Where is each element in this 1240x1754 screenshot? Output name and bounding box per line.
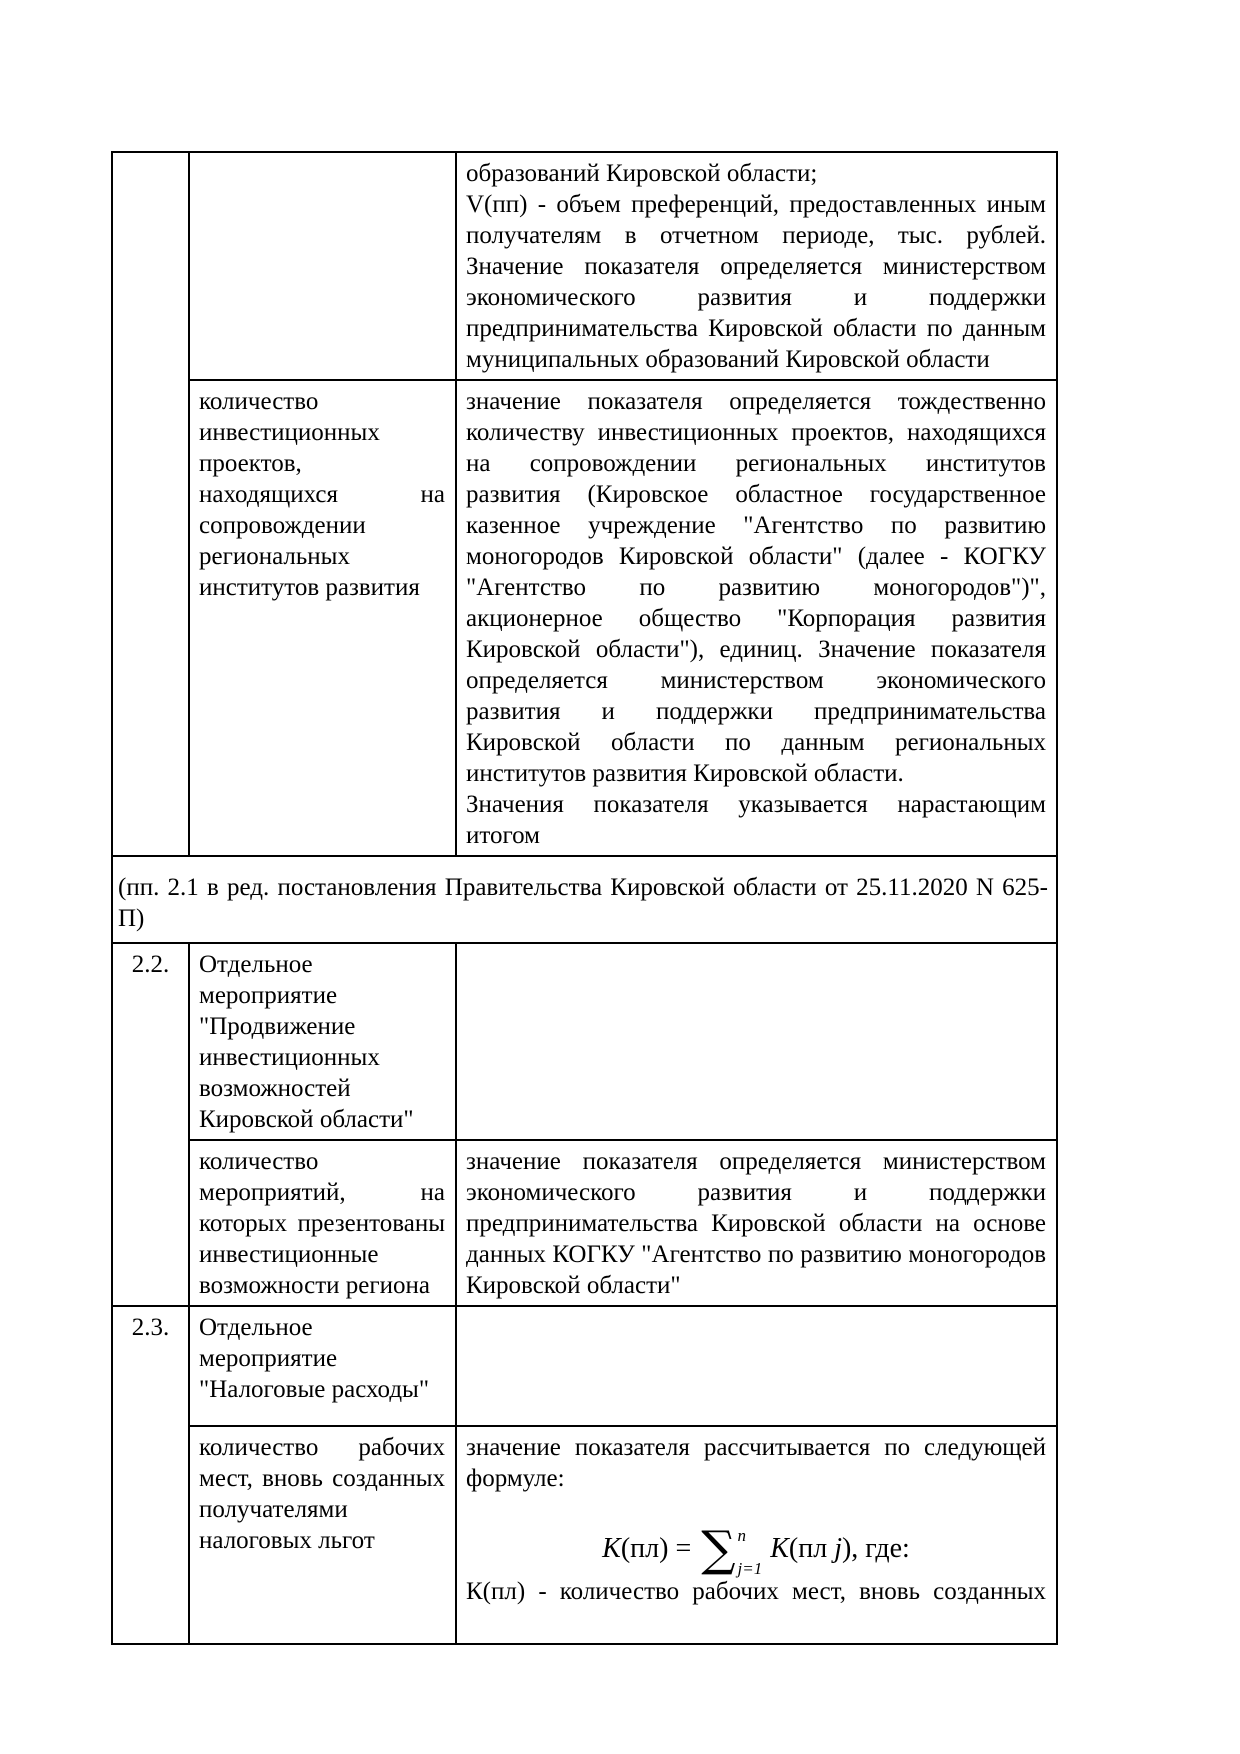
cell-description-empty — [456, 1306, 1057, 1426]
description-paragraph: V(пп) - объем преференций, предоставленных иным получателям в отчетном периоде, тыс. рублей. Значение показателя определяется министерством экономического развития и поддержки предпринимательства Кировской области по данным муниципальных образований Кировской области — [466, 191, 1046, 373]
cell-title — [189, 1306, 456, 1426]
number-label: 2.3. — [131, 1314, 170, 1341]
cell-number — [112, 1306, 189, 1644]
cell-description — [456, 1140, 1057, 1306]
table-row-2-1-description-tail — [112, 152, 1057, 380]
cell-indicator — [189, 380, 456, 856]
table-row-2-2-indicator — [112, 1140, 1057, 1306]
description-paragraph: образований Кировской области; — [466, 160, 818, 187]
description-paragraph: значение показателя определяется министерством экономического развития и поддержки предпринимательства Кировской области на основе данных КОГКУ "Агентство по развитию моногородов Кировской области" — [466, 1148, 1046, 1299]
summation-upper-limit: n — [737, 1526, 747, 1545]
cell-description — [456, 1426, 1057, 1644]
cell-title — [189, 943, 456, 1140]
formula-rhs: (пл — [788, 1533, 835, 1564]
description-paragraph: значение показателя рассчитывается по следующей формуле: — [466, 1434, 1046, 1492]
formula-rhs-j: j — [834, 1533, 842, 1564]
formula-lhs: (пл) = — [620, 1533, 699, 1564]
cell-description — [456, 380, 1057, 856]
table-row-2-3-title — [112, 1306, 1057, 1426]
amendment-note-text: (пп. 2.1 в ред. постановления Правительства Кировской области от 25.11.2020 N 625-П) — [118, 874, 1048, 932]
formula — [466, 1521, 1046, 1578]
title-text: Отдельное мероприятие "Продвижение инвестиционных возможностей Кировской области" — [199, 951, 414, 1133]
summation-limits — [738, 1527, 763, 1577]
summation-symbol: ∑ — [701, 1521, 736, 1577]
indicator-text: количество мероприятий, на которых презентованы инвестиционные возможности региона — [199, 1148, 445, 1299]
cell-indicator — [189, 1140, 456, 1306]
cell-amendment-note — [112, 856, 1057, 943]
cell-description — [456, 152, 1057, 380]
summation-lower-limit: j=1 — [737, 1559, 763, 1578]
table-row-amendment-note — [112, 856, 1057, 943]
indicator-text: количество рабочих мест, вновь созданных получателями налоговых льгот — [199, 1434, 445, 1554]
table-row-2-3-indicator — [112, 1426, 1057, 1644]
description-paragraph: значение показателя определяется тождественно количеству инвестиционных проектов, находящихся на сопровождении региональных институтов развития (Кировское областное государственное казенное учреждение "Агентство по развитию моногородов Кировской области" (далее - КОГКУ "Агентство по развитию моногородов")", акционерное общество "Корпорация развития Кировской области"), единиц. Значение показателя определяется министерством экономического развития и поддержки предпринимательства Кировской области по данным региональных институтов развития Кировской области. — [466, 388, 1046, 787]
cell-indicator-empty — [189, 152, 456, 380]
cell-indicator — [189, 1426, 456, 1644]
description-paragraph: Значения показателя указывается нарастающим итогом — [466, 791, 1046, 849]
indicators-table — [111, 151, 1058, 1645]
formula-rhs-tail: ), где: — [841, 1533, 910, 1564]
formula-lhs-k: K — [602, 1533, 621, 1564]
title-text: Отдельное мероприятие "Налоговые расходы" — [199, 1314, 430, 1403]
cell-description-empty — [456, 943, 1057, 1140]
description-paragraph: К(пл) - количество рабочих мест, вновь созданных — [466, 1578, 1046, 1605]
table-row-2-2-title — [112, 943, 1057, 1140]
table-row-2-1-indicator — [112, 380, 1057, 856]
number-label: 2.2. — [131, 951, 170, 978]
cell-number-empty — [112, 152, 189, 856]
formula-rhs-k: K — [770, 1533, 789, 1564]
indicator-text: количество инвестиционных проектов, находящихся на сопровождении региональных институтов развития — [199, 388, 445, 601]
cell-number — [112, 943, 189, 1306]
